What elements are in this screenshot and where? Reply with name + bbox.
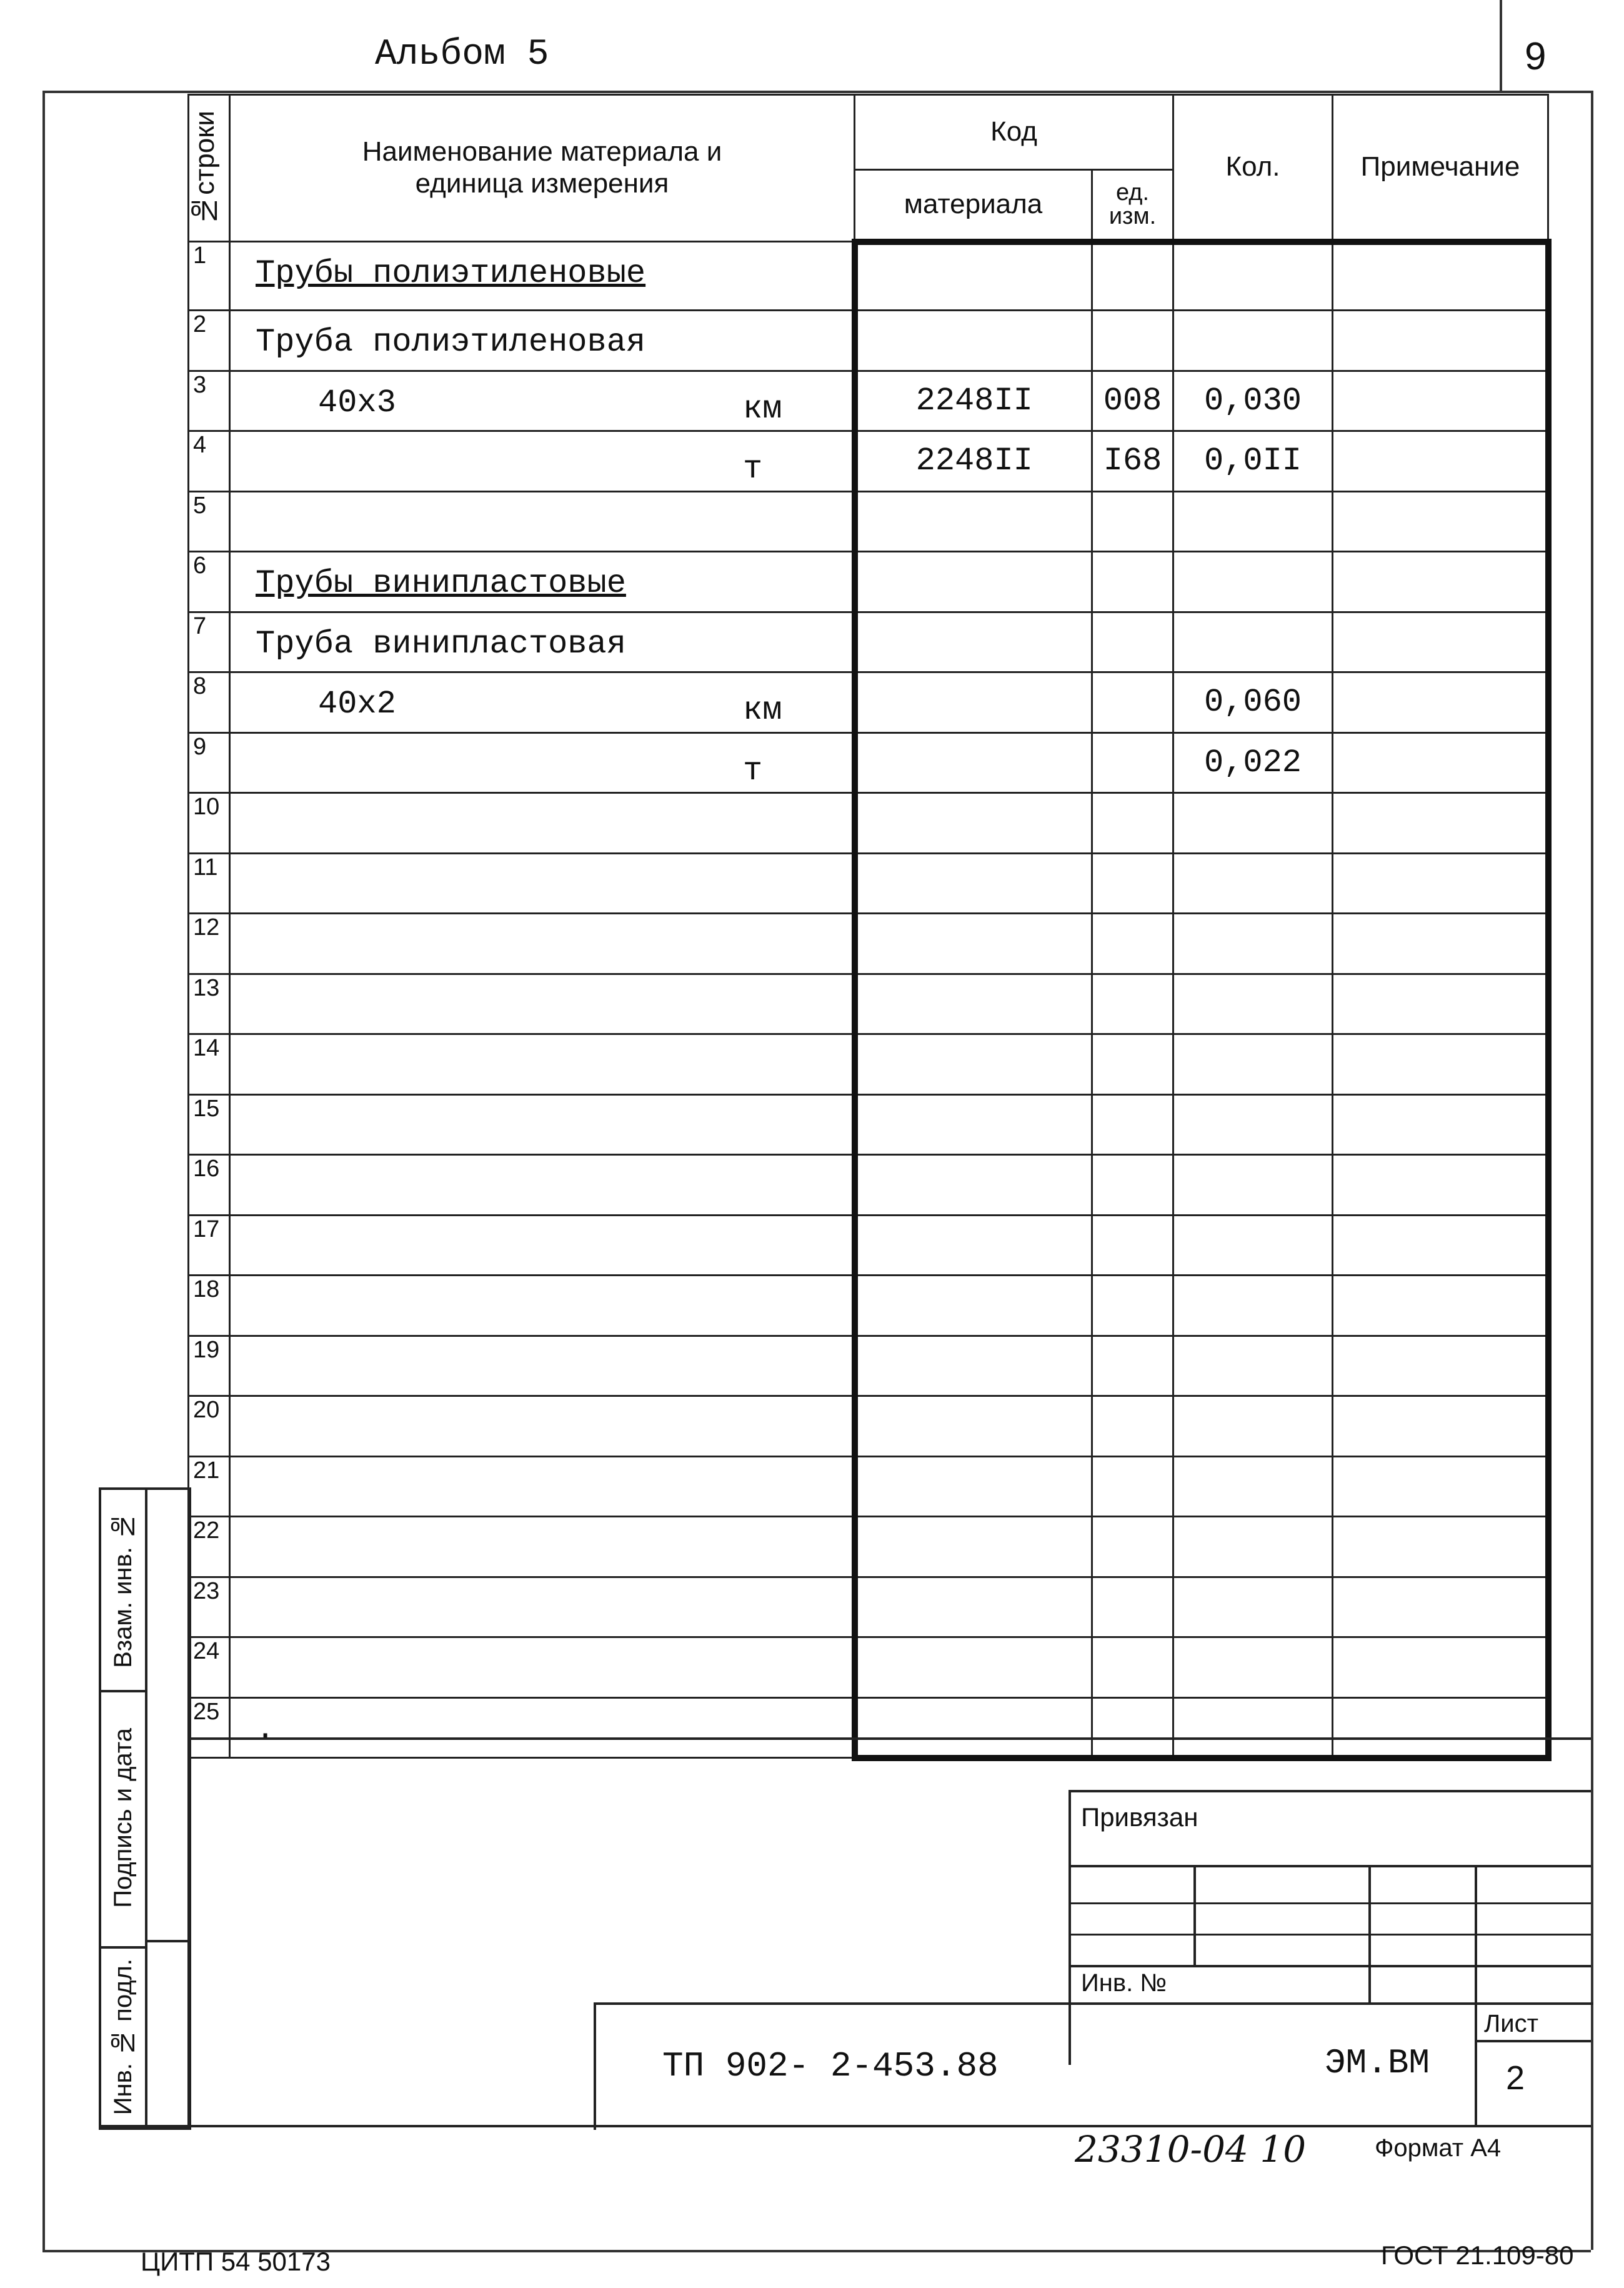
unit-code: [1092, 1094, 1173, 1155]
material-code: [855, 311, 1092, 371]
material-code: [855, 1034, 1092, 1095]
note: [1333, 491, 1548, 552]
row-number: 2: [189, 311, 230, 371]
material-code: [855, 853, 1092, 914]
material-code: 2248II: [855, 431, 1092, 492]
quantity: [1173, 612, 1333, 672]
table-row: [189, 1034, 1548, 1095]
note: [1333, 672, 1548, 733]
title-block: [187, 1737, 1591, 2127]
note: [1333, 1637, 1548, 1698]
column-header-material-code: материала: [855, 170, 1092, 242]
unit-code: [1092, 732, 1173, 793]
material-code: [855, 672, 1092, 733]
row-number: 16: [189, 1155, 230, 1216]
table-row: [189, 431, 1548, 492]
column-header-row-number: №строки: [189, 95, 230, 242]
quantity: 0,022: [1173, 732, 1333, 793]
table-row: [189, 974, 1548, 1034]
row-number: 18: [189, 1276, 230, 1336]
side-label-inv: Инв. № подл.: [109, 1958, 137, 2116]
material-code: [855, 1517, 1092, 1577]
row-number: 8: [189, 672, 230, 733]
row-number: 19: [189, 1336, 230, 1396]
unit: т: [743, 451, 763, 487]
unit-code: [1092, 552, 1173, 612]
material-code: [855, 1155, 1092, 1216]
table-row: [189, 311, 1548, 371]
format-label: Формат А4: [1375, 2134, 1502, 2162]
sheet-number-box: [1500, 0, 1593, 91]
note: [1333, 431, 1548, 492]
material-code: [855, 1215, 1092, 1276]
material-name-cell: [230, 1637, 855, 1698]
quantity: [1173, 1517, 1333, 1577]
unit-code: [1092, 242, 1173, 311]
note: [1333, 612, 1548, 672]
material-name-cell: [230, 612, 855, 672]
material-name: Трубы винипластовые: [256, 565, 626, 602]
unit: км: [743, 692, 782, 729]
frame-right-line: [1591, 91, 1593, 2250]
handwritten-number: 23310-04 10: [1075, 2128, 1307, 2171]
note: [1333, 242, 1548, 311]
row-number: 14: [189, 1034, 230, 1095]
quantity: [1173, 1637, 1333, 1698]
material-name-cell: [230, 974, 855, 1034]
note: [1333, 853, 1548, 914]
note: [1333, 1577, 1548, 1637]
material-code: [855, 1637, 1092, 1698]
unit-code: [1092, 793, 1173, 854]
unit-code: [1092, 672, 1173, 733]
quantity: [1173, 914, 1333, 974]
table-row: [189, 1517, 1548, 1577]
side-cell-podpis: [101, 1690, 145, 1949]
row-number: 1: [189, 242, 230, 311]
unit-code: [1092, 914, 1173, 974]
unit: т: [743, 752, 763, 789]
unit-code: [1092, 311, 1173, 371]
material-code: [855, 914, 1092, 974]
quantity: [1173, 974, 1333, 1034]
side-cell-vzam: [101, 1490, 145, 1692]
material-name-cell: [230, 672, 855, 733]
side-label-podpis: Подпись и дата: [109, 1728, 137, 1908]
unit-code: [1092, 1276, 1173, 1336]
note: [1333, 1336, 1548, 1396]
material-code: [855, 974, 1092, 1034]
material-code: [855, 612, 1092, 672]
unit-code: [1092, 853, 1173, 914]
album-title: Альбом 5: [375, 34, 549, 75]
table-row: [189, 1276, 1548, 1336]
material-name-cell: [230, 1034, 855, 1095]
unit-code: [1092, 1215, 1173, 1276]
quantity: 0,030: [1173, 371, 1333, 431]
column-header-note: Примечание: [1333, 95, 1548, 242]
quantity: [1173, 311, 1333, 371]
material-code: 2248II: [855, 371, 1092, 431]
sheet-number: 9: [1525, 35, 1547, 78]
side-label-vzam: Взам. инв. №: [109, 1512, 137, 1668]
material-code: [855, 732, 1092, 793]
note: [1333, 793, 1548, 854]
quantity: 0,060: [1173, 672, 1333, 733]
note: [1333, 1034, 1548, 1095]
material-code: [855, 242, 1092, 311]
side-cell-inv: [101, 1946, 145, 2127]
material-code: [855, 1577, 1092, 1637]
document-code: ЭМ.ВМ: [1325, 2043, 1430, 2083]
quantity: [1173, 853, 1333, 914]
material-code: [855, 491, 1092, 552]
material-code: [855, 1456, 1092, 1517]
unit: км: [743, 390, 782, 427]
note: [1333, 1517, 1548, 1577]
material-code: [855, 1336, 1092, 1396]
table-row: [189, 1215, 1548, 1276]
material-name-cell: [230, 491, 855, 552]
material-name: Трубы полиэтиленовые: [256, 255, 646, 292]
footer-left-code: ЦИТП 54 50173: [141, 2247, 331, 2276]
unit-code: [1092, 491, 1173, 552]
quantity: [1173, 1396, 1333, 1457]
row-number: 5: [189, 491, 230, 552]
row-number: 15: [189, 1094, 230, 1155]
unit-code: [1092, 1034, 1173, 1095]
material-code: [855, 552, 1092, 612]
table-row: [189, 1094, 1548, 1155]
unit-code: [1092, 1456, 1173, 1517]
table-row: [189, 1155, 1548, 1216]
table-row: [189, 371, 1548, 431]
note: [1333, 914, 1548, 974]
material-name: Труба полиэтиленовая: [256, 324, 646, 361]
unit-code: 008: [1092, 371, 1173, 431]
column-header-quantity: Кол.: [1173, 95, 1333, 242]
note: [1333, 552, 1548, 612]
column-header-code: Код: [855, 95, 1173, 170]
row-number: 10: [189, 793, 230, 854]
row-number: 25: [189, 1697, 230, 1758]
quantity: [1173, 552, 1333, 612]
row-number: 24: [189, 1637, 230, 1698]
table-row: [189, 612, 1548, 672]
quantity: [1173, 1456, 1333, 1517]
material-name-cell: [230, 1094, 855, 1155]
unit-code: [1092, 1336, 1173, 1396]
footer-gost: ГОСТ 21.109-80: [1381, 2241, 1574, 2270]
material-name-cell: [230, 1276, 855, 1336]
table-row: [189, 1396, 1548, 1457]
material-code: [855, 1276, 1092, 1336]
material-code: [855, 1396, 1092, 1457]
quantity: [1173, 1034, 1333, 1095]
note: [1333, 1215, 1548, 1276]
document-designation: ТП 902- 2-453.88: [662, 2046, 999, 2086]
material-code: [855, 793, 1092, 854]
privyazan-label: Привязан: [1081, 1802, 1198, 1832]
frame-left-line: [42, 91, 45, 2250]
note: [1333, 1276, 1548, 1336]
material-name-cell: [230, 1396, 855, 1457]
row-number: 11: [189, 853, 230, 914]
quantity: [1173, 242, 1333, 311]
quantity: [1173, 1094, 1333, 1155]
row-number: 4: [189, 431, 230, 492]
table-row: [189, 914, 1548, 974]
row-number: 9: [189, 732, 230, 793]
inv-no-label: Инв. №: [1081, 1969, 1167, 1997]
note: [1333, 1094, 1548, 1155]
note: [1333, 1456, 1548, 1517]
material-name: .: [256, 1711, 276, 1748]
quantity: [1173, 1155, 1333, 1216]
material-name: Труба винипластовая: [256, 625, 626, 662]
material-name-cell: [230, 793, 855, 854]
material-name-cell: [230, 311, 855, 371]
material-name-cell: [230, 1215, 855, 1276]
row-number: 21: [189, 1456, 230, 1517]
table-row: [189, 1336, 1548, 1396]
quantity: [1173, 793, 1333, 854]
table-row: [189, 853, 1548, 914]
list-number: 2: [1506, 2059, 1525, 2097]
note: [1333, 1396, 1548, 1457]
material-name: 40х3: [318, 384, 396, 421]
quantity: 0,0II: [1173, 431, 1333, 492]
table-row: [189, 242, 1548, 311]
note: [1333, 371, 1548, 431]
table-row: [189, 491, 1548, 552]
table-row: [189, 1637, 1548, 1698]
row-number: 23: [189, 1577, 230, 1637]
list-label: Лист: [1484, 2010, 1538, 2037]
material-name-cell: [230, 1577, 855, 1637]
column-header-name: Наименование материала и единица измерения: [230, 95, 855, 242]
note: [1333, 1155, 1548, 1216]
unit-code: [1092, 1396, 1173, 1457]
note: [1333, 974, 1548, 1034]
unit-code: [1092, 974, 1173, 1034]
material-name-cell: [230, 552, 855, 612]
material-name-cell: [230, 1517, 855, 1577]
unit-code: I68: [1092, 431, 1173, 492]
row-number: 6: [189, 552, 230, 612]
row-number: 20: [189, 1396, 230, 1457]
note: [1333, 311, 1548, 371]
quantity: [1173, 1276, 1333, 1336]
frame-top-line: [42, 91, 1591, 93]
material-code: [855, 1094, 1092, 1155]
material-name-cell: [230, 1336, 855, 1396]
side-stamp-column: [99, 1487, 191, 2130]
unit-code: [1092, 1155, 1173, 1216]
material-name-cell: [230, 1155, 855, 1216]
table-row: [189, 552, 1548, 612]
material-name-cell: [230, 431, 855, 492]
material-name-cell: [230, 732, 855, 793]
row-number: 22: [189, 1517, 230, 1577]
table-row: [189, 672, 1548, 733]
quantity: [1173, 1577, 1333, 1637]
row-number: 13: [189, 974, 230, 1034]
row-number: 7: [189, 612, 230, 672]
row-number: 12: [189, 914, 230, 974]
quantity: [1173, 1215, 1333, 1276]
table-row: [189, 1577, 1548, 1637]
table-row: [189, 732, 1548, 793]
row-number: 3: [189, 371, 230, 431]
table-row: [189, 1456, 1548, 1517]
specification-table: [187, 94, 1552, 1761]
unit-code: [1092, 1517, 1173, 1577]
material-name-cell: [230, 853, 855, 914]
unit-code: [1092, 1577, 1173, 1637]
material-name-cell: [230, 242, 855, 311]
note: [1333, 732, 1548, 793]
material-name: 40х2: [318, 686, 396, 722]
material-name-cell: [230, 371, 855, 431]
unit-code: [1092, 1637, 1173, 1698]
row-number: 17: [189, 1215, 230, 1276]
quantity: [1173, 491, 1333, 552]
material-name-cell: [230, 914, 855, 974]
column-header-unit-code: ед. изм.: [1092, 170, 1173, 242]
quantity: [1173, 1336, 1333, 1396]
unit-code: [1092, 612, 1173, 672]
table-row: [189, 793, 1548, 854]
material-name-cell: [230, 1456, 855, 1517]
